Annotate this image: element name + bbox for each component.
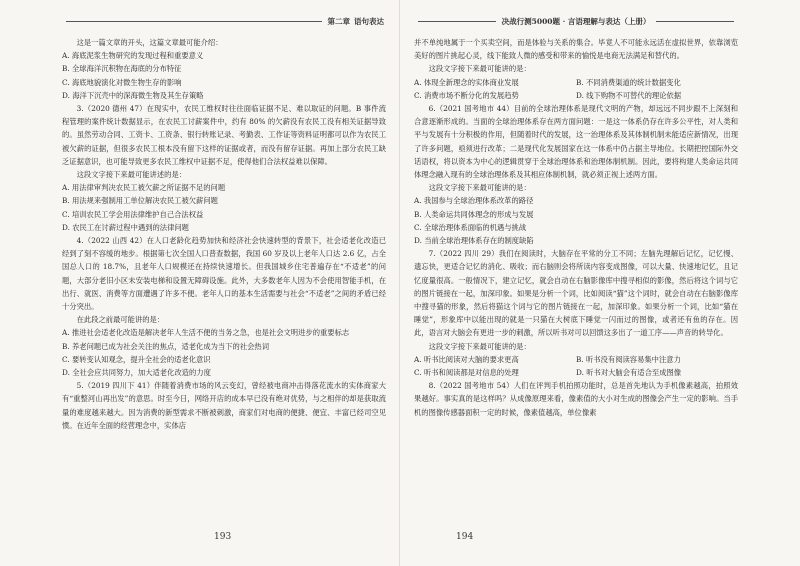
option-a: A. 海底泥浆生物研究的发现过程和重要意义 [62,51,204,61]
left-page-body [62,36,386,432]
header-rule [418,21,496,22]
option-c: C. 海底地貌演化对微生物生存的影响 [62,77,182,87]
question-6-text: 6.（2021 国考地市 44）目前的全球治理体系是现代文明的产物，却远远不同步跟不上深刻和合意逐渐形成的。当面的全球治理体系存在两方面问题：一是这一体系仍存在许多公平性，对人类和平与发展有十分积极的作用，但随着时代的发展，这一治理体系及其体制机制未能适应新情况，出现了许多问题，亟须进行改革；二是现代化发展国家在这一体系中仍占据主导地位。长期把控国际外交话语权，将以资本为中心的逻辑贯穿于全球治理体系和治理体制机制。因此，要将构建人类命运共同体理念融入现有的全球治理体系及其相应体制机制，就必须正视上述两方面。 [414,104,738,180]
option-b: B. 听书没有阅读容易集中注意力 [576,354,681,364]
option-c: C. 要转变认知观念，提升全社会的适老化意识 [62,354,211,364]
option-a: A. 体现全新理念的实体商业发展 [414,77,519,87]
left-page-header [62,14,386,28]
question-5-prompt: 这段文字接下来最可能讲的是： [428,64,531,74]
chapter-title: 语句表达 [354,16,384,26]
option-d: D. 农民工在讨薪过程中遇到的法律问题 [62,222,189,232]
option-b: B. 养老问题已成为社会关注的焦点，适老化成为当下的社会热词 [62,341,270,351]
option-b: B. 人类命运共同体理念的形成与发展 [414,209,534,219]
question-4-text: 4.（2022 山西 42）在人口老龄化趋势加快和经济社会快速转型的背景下，社会适老化改造已经到了刻不容缓的地步。根据第七次全国人口普查数据，我国 60 岁及以上老年人口达 2.6 亿，占全国总人口的 18.7%，且老年人口规模还在持续快速增长。但我国城乡住宅普遍存在“不适老”的问题，大部分老旧小区未安装电梯和设置无障碍设施。此外，大多数老年人因为不会使用智能手机，在出行、就医、消费等方面遭遇了许多不便。老年人口的基本生活需要与社会“不适老”之间的矛盾已经十分突出。 [62,236,386,312]
option-c: C. 听书和阅读都是对信息的处理 [414,368,519,378]
option-a: A. 推进社会适老化改造是解决老年人生活不便的当务之急，也是社会文明进步的重要标志 [62,328,350,338]
question-4-prompt: 在此段之前最可能讲的是： [76,315,165,325]
question-5-text: 5.（2019 四川下 41）伴随着消费市场的风云变幻，曾经被电商冲击得落花流水的实体商家大有“重整河山再出发”的意思。时至今日，网络开店的成本早已没有绝对优势，与之相伴的却是获取流量的难度越来越大。因为消费的新型需求不断被刺激，商家们对电商的便捷、便宜、丰富已经司空见惯。在近年全面的经营理念中，实体店 [62,381,386,430]
question-3-prompt: 这段文字接下来最可能讲述的是： [76,170,187,180]
header-rule [656,21,734,22]
options-row [414,353,738,366]
option-c: C. 培训农民工学会用法律维护自己合法权益 [62,209,204,219]
book-title: 决战行测5000题 · 言语理解与表达（上册） [501,16,651,26]
right-page [400,0,800,566]
question-6-prompt: 这段文字接下来最可能讲的是： [428,183,531,193]
option-b: B. 不同消费渠道的统计数据变化 [576,77,681,87]
question-8-text: 8.（2022 国考地市 54）人们在评判手机拍照功能时，总是首先地认为手机像素越高，拍照效果越好。事实真的是这样吗？从成像原理来看，像素值的大小对生成的图像会产生一定的影响。当手机的图像传感器面积一定的时候，像素值越高，单位像素 [414,381,738,417]
question-stem: 这是一篇文章的开头，这篇文章最可能介绍： [76,38,223,47]
header-rule [66,21,322,22]
options-row [414,76,738,89]
option-c: C. 消费市场不断分化的发展趋势 [414,90,519,100]
page-number: 193 [214,532,232,542]
options-row [414,89,738,102]
chapter-label: 第二章 [327,16,350,26]
right-page-body [414,36,738,419]
option-d: D. 当前全球治理体系存在的制度缺陷 [414,236,534,246]
continued-text: 并不单纯地属于一个买卖空间，而是体验与关系的集合。毕竟人不可能永远活在虚拟世界，依靠浏览美好的图片挑起心灵，线下能致人微的感受和带来的愉悦是电商无法满足和替代的。 [414,38,738,61]
option-a: A. 听书比阅读对大脑的要求更高 [414,354,519,364]
question-7-text: 7.（2022 四川 29）我们在阅读时，大脑存在平常的分工不同；左脑先理解后记忆，记忆慢、遗忘快，更适合记忆的消化、吸收；而右脑则会将所读内容变成图像，可以大量、快速地记忆，且记忆度量很高。一般情况下，建立记忆，就会自动在右脑影像库中搜寻相似的影像，然后将这个词与它的图片链接在一起，加深印象。如果是分析一个词，比如阅读“猫”这个词时，就会自动在右脑影像库中搜寻猫的形象，然后将猫这个词与它的图片链接在一起，加深印象。如果分析一个词，比如“猫在睡觉”，形象库中以能出现的就是一只猫在大树底下睡觉一闪而过的图像，或者还有鱼的存在。因此，语言对大脑会有更进一步的刺激，所以听书对可以回馈这多出了一道工序——声音的转导化。 [414,249,738,338]
question-3-text: 3.（2020 德州 47）在现实中，农民工维权时往往面临证据不足、难以取证的问题。B 事件流程管理的案件统计数据显示，在农民工讨薪案件中，约有 80% 的欠薪没有农民工没有相关证据导致的。虽然劳动合同、工资卡、工资条、银行转账记录、考勤表、工作证等资料证明都可以作为农民工被欠薪的证据，但很多农民工根本没有留下这样的证据或者，而没有留存证据。再加上部分农民工缺乏证据意识，也可能导致更多农民工维权中证据不足，使得他们合法权益难以保障。 [62,104,386,166]
options-row [414,366,738,379]
option-a: A. 用法律审判决农民工被欠薪之所证据不足的问题 [62,183,226,193]
question-7-prompt: 这段文字接下来最可能讲的是： [428,341,531,351]
option-a: A. 我国参与全球治理体系改革的路径 [414,196,534,206]
option-c: C. 全球治理体系面临的机遇与挑战 [414,222,527,232]
option-b: B. 全球海洋沉积物在海底的分布特征 [62,64,182,74]
option-d: D. 听书对大脑会有适合至成图像 [576,368,682,378]
option-d: D. 线下购物不可替代的理论依据 [576,90,682,100]
option-b: B. 用法规来强制用工单位解决农民工被欠薪问题 [62,196,218,206]
right-page-header [414,14,738,28]
page-number: 194 [456,532,474,542]
option-d: D. 全社会应共同努力，加大适老化改造的力度 [62,368,211,378]
option-d: D. 海洋下沉壳中的深海微生物及其生存策略 [62,90,204,100]
